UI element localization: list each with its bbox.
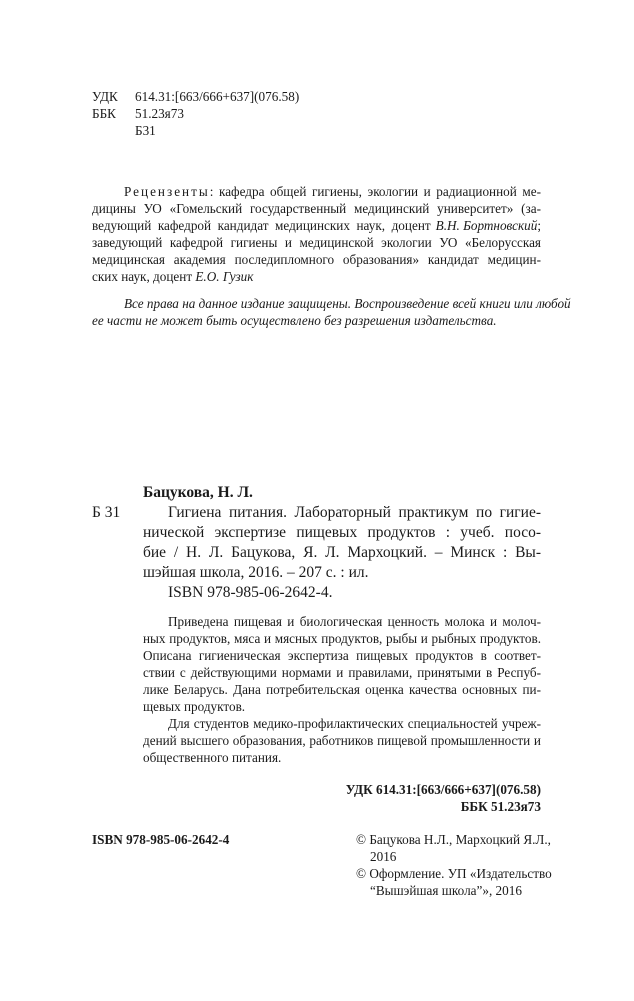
reviewers-third-line — [92, 219, 541, 232]
record-line: шэйшая школа, 2016. – 207 с. : ил. — [143, 564, 369, 581]
reviewer-name: В.Н. Бортновский — [435, 218, 538, 233]
reviewers-line: заведующий кафедрой гигиены и медицинской экологии УО «Белорусская — [92, 235, 541, 250]
abstract-line: лике Беларусь. Дана потребительская оценка качества основных пи- — [143, 682, 541, 697]
reviewers-line: дицины УО «Гомельский государственный медицинский университет» (за- — [92, 201, 541, 216]
abstract-line: щевых продуктов. — [143, 699, 246, 714]
abstract-line: Приведена пищевая и биологическая ценность молока и молоч- — [168, 614, 541, 629]
bbk-label: ББК — [92, 106, 116, 121]
copyright-line: © Оформление. УП «Издательство — [356, 866, 552, 881]
reviewers-line: ских наук, доцент — [92, 269, 193, 284]
udk-label: УДК — [92, 89, 118, 104]
reviewers-line: медицинская академия последипломного образования» кандидат медицин- — [92, 252, 541, 267]
abstract-line: ных продуктов, мяса и мясных продуктов, рыбы и рыбных продуктов. — [143, 631, 541, 646]
reviewers-line: : кафедра общей гигиены, экологии и радиационной ме- — [209, 184, 541, 199]
copyright-line: © Бацукова Н.Л., Мархоцкий Я.Л., — [356, 832, 551, 847]
udk-value: 614.31:[663/666+637](076.58) — [135, 89, 300, 104]
reviewers-last-line — [92, 270, 253, 283]
abstract-line: Описана гигиеническая экспертиза пищевых продуктов в соответ- — [143, 648, 541, 663]
abstract-line: дений высшего образования, работников пищевой промышленности и — [143, 733, 541, 748]
record-author: Бацукова, Н. Л. — [143, 484, 253, 501]
bottom-bbk: ББК 51.23я73 — [460, 799, 541, 814]
copyright-line: “Вышэйшая школа”», 2016 — [370, 883, 522, 898]
copyright-line: 2016 — [370, 849, 397, 864]
author-mark: Б31 — [135, 123, 156, 138]
reviewers-label: Рецензенты — [124, 184, 210, 199]
bbk-value: 51.23я73 — [135, 106, 184, 121]
reviewer-name: Е.О. Гузик — [195, 269, 254, 284]
reviewers-line: ведующий кафедрой кандидат медицинских наук, доцент — [92, 218, 431, 233]
punctuation: ; — [537, 218, 541, 233]
rights-line: Все права на данное издание защищены. Воспроизведение всей книги или любой — [124, 296, 571, 311]
abstract-line: общественного питания. — [143, 750, 282, 765]
abstract-line: Для студентов медико-профилактических специальностей учреж- — [168, 716, 541, 731]
record-mark: Б 31 — [92, 504, 121, 521]
reviewers-first-line — [124, 185, 541, 198]
record-line: нической экспертизе пищевых продуктов : учеб. посо- — [143, 524, 541, 541]
record-line: Гигиена питания. Лабораторный практикум по гигие- — [168, 504, 541, 521]
rights-line: ее части не может быть осуществлено без разрешения издательства. — [92, 313, 497, 328]
record-line: бие / Н. Л. Бацукова, Я. Л. Мархоцкий. – Минск : Вы- — [143, 544, 541, 561]
abstract-line: ствии с действующими нормами и правилами, принятыми в Респуб- — [143, 665, 541, 680]
bottom-udk: УДК 614.31:[663/666+637](076.58) — [345, 782, 541, 797]
isbn: ISBN 978-985-06-2642-4 — [92, 832, 230, 847]
record-isbn: ISBN 978-985-06-2642-4. — [168, 584, 333, 601]
